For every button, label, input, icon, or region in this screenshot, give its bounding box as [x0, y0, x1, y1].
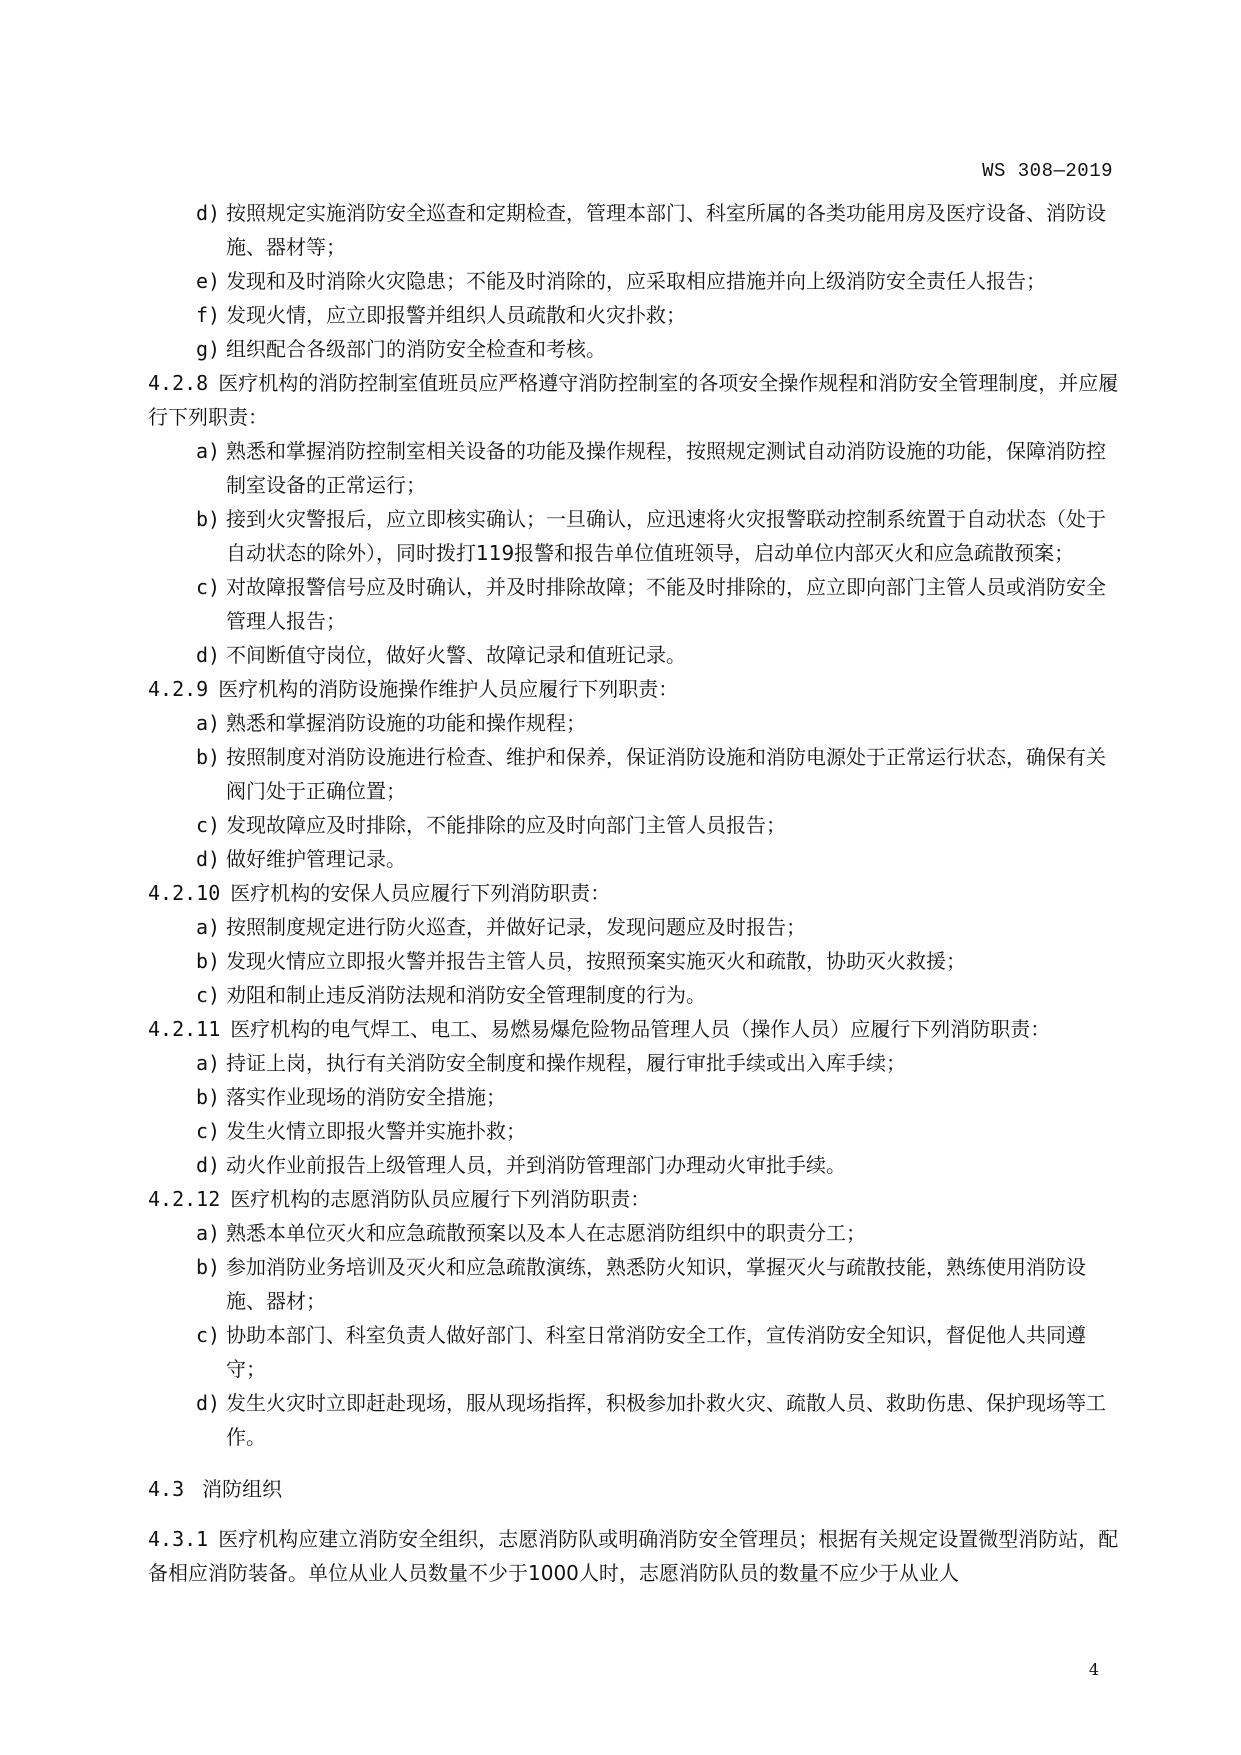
list-item-text: 发生火情立即报火警并实施扑救；: [226, 1119, 526, 1143]
list-item-text: 持证上岗，执行有关消防安全制度和操作规程，履行审批手续或出入库手续；: [226, 1051, 906, 1075]
list-item: [148, 808, 1123, 842]
list-item-text: 不间断值守岗位，做好火警、故障记录和值班记录。: [226, 643, 686, 667]
list-item: [148, 1046, 1123, 1080]
list-item-label: a): [196, 711, 221, 735]
list-item-label: b): [196, 949, 221, 973]
list-item: [148, 264, 1123, 298]
list-item-label: b): [196, 745, 221, 769]
list-item: [148, 1148, 1123, 1182]
list-item: [148, 706, 1123, 740]
clause-number: 4.2.12: [148, 1187, 221, 1211]
list-item: [148, 1250, 1123, 1318]
list-item-text: 落实作业现场的消防安全措施；: [226, 1085, 506, 1109]
list-item-label: b): [196, 1255, 221, 1279]
clause-number: 4.2.9: [148, 677, 209, 701]
clause-number: 4.3.1: [148, 1527, 209, 1551]
clause: [148, 672, 1123, 706]
clause-text: 医疗机构的消防设施操作维护人员应履行下列职责：: [218, 677, 679, 701]
list-item: [148, 1216, 1123, 1250]
list-item-text: 发生火灾时立即赶赴现场，服从现场指挥，积极参加扑救火灾、疏散人员、救助伤患、保护现场等工作。: [226, 1391, 1106, 1449]
list-item-text: 劝阻和制止违反消防法规和消防安全管理制度的行为。: [226, 983, 706, 1007]
list-item-label: g): [196, 337, 221, 361]
list-item-label: d): [196, 643, 221, 667]
list-item-label: b): [196, 1085, 221, 1109]
list-item-label: d): [196, 1153, 221, 1177]
clause-text: 医疗机构应建立消防安全组织，志愿消防队或明确消防安全管理员；根据有关规定设置微型消防站，配备相应消防装备。单位从业人员数量不少于1000人时，志愿消防队员的数量不应少于从业人: [148, 1527, 1119, 1585]
list-item: [148, 1114, 1123, 1148]
section-heading: [148, 1472, 1123, 1506]
list-item-text: 发现故障应及时排除，不能排除的应及时向部门主管人员报告；: [226, 813, 786, 837]
list-item-label: c): [196, 983, 221, 1007]
page-number: 4: [1088, 1660, 1099, 1679]
clause-text: 医疗机构的志愿消防队员应履行下列消防职责：: [230, 1187, 651, 1211]
list-item-label: c): [196, 1119, 221, 1143]
list-item-label: f): [196, 303, 221, 327]
list-item-text: 协助本部门、科室负责人做好部门、科室日常消防安全工作，宣传消防安全知识，督促他人共同遵守；: [226, 1323, 1086, 1381]
list-item-text: 组织配合各级部门的消防安全检查和考核。: [226, 337, 606, 361]
list-item-text: 做好维护管理记录。: [226, 847, 406, 871]
list-item: [148, 1386, 1123, 1454]
list-item-text: 发现和及时消除火灾隐患；不能及时消除的，应采取相应措施并向上级消防安全责任人报告；: [226, 269, 1046, 293]
list-item-text: 对故障报警信号应及时确认，并及时排除故障；不能及时排除的，应立即向部门主管人员或消防安全管理人报告；: [226, 575, 1106, 633]
list-item: [148, 740, 1123, 808]
list-item-label: c): [196, 813, 221, 837]
clause: [148, 1012, 1123, 1046]
list-item-label: a): [196, 439, 221, 463]
list-item: [148, 638, 1123, 672]
list-item: [148, 502, 1123, 570]
list-item: [148, 434, 1123, 502]
list-item-text: 熟悉和掌握消防设施的功能和操作规程；: [226, 711, 586, 735]
list-item-text: 发现火情应立即报火警并报告主管人员，按照预案实施灭火和疏散，协助灭火救援；: [226, 949, 966, 973]
list-item-text: 熟悉和掌握消防控制室相关设备的功能及操作规程，按照规定测试自动消防设施的功能，保障消防控制室设备的正常运行；: [226, 439, 1106, 497]
document-body: [148, 196, 1123, 1590]
list-item: [148, 944, 1123, 978]
list-item: [148, 842, 1123, 876]
clause-number: 4.2.10: [148, 881, 221, 905]
list-item: [148, 978, 1123, 1012]
clause: [148, 876, 1123, 910]
list-item-text: 接到火灾警报后，应立即核实确认；一旦确认，应迅速将火灾报警联动控制系统置于自动状态（处于自动状态的除外），同时拨打119报警和报告单位值班领导，启动单位内部灭火和应急疏散预案；: [226, 507, 1106, 565]
list-item: [148, 332, 1123, 366]
clause-text: 医疗机构的安保人员应履行下列消防职责：: [230, 881, 611, 905]
list-item-label: c): [196, 1323, 221, 1347]
list-item-label: e): [196, 269, 221, 293]
list-item-label: a): [196, 1221, 221, 1245]
list-item-label: c): [196, 575, 221, 599]
clause: [148, 1522, 1123, 1590]
clause-text: 医疗机构的电气焊工、电工、易燃易爆危险物品管理人员（操作人员）应履行下列消防职责：: [230, 1017, 1051, 1041]
clause-number: 4.2.11: [148, 1017, 221, 1041]
clause: [148, 1182, 1123, 1216]
list-item-label: a): [196, 1051, 221, 1075]
list-item-label: d): [196, 201, 221, 225]
standard-code: WS 308—2019: [982, 160, 1113, 182]
list-item: [148, 196, 1123, 264]
clause-text: 医疗机构的消防控制室值班员应严格遵守消防控制室的各项安全操作规程和消防安全管理制度，并应履行下列职责：: [148, 371, 1119, 429]
section-number: 4.3: [148, 1477, 185, 1501]
list-item-text: 动火作业前报告上级管理人员，并到消防管理部门办理动火审批手续。: [226, 1153, 846, 1177]
list-item-text: 按照制度规定进行防火巡查，并做好记录，发现问题应及时报告；: [226, 915, 806, 939]
clause-number: 4.2.8: [148, 371, 209, 395]
list-item: [148, 298, 1123, 332]
list-item-label: a): [196, 915, 221, 939]
list-item: [148, 570, 1123, 638]
list-item: [148, 1318, 1123, 1386]
list-item-label: d): [196, 847, 221, 871]
list-item-text: 熟悉本单位灭火和应急疏散预案以及本人在志愿消防组织中的职责分工；: [226, 1221, 866, 1245]
clause: [148, 366, 1123, 434]
list-item: [148, 1080, 1123, 1114]
list-item-label: d): [196, 1391, 221, 1415]
list-item-text: 按照规定实施消防安全巡查和定期检查，管理本部门、科室所属的各类功能用房及医疗设备、消防设施、器材等；: [226, 201, 1106, 259]
list-item-text: 按照制度对消防设施进行检查、维护和保养，保证消防设施和消防电源处于正常运行状态，确保有关阀门处于正确位置；: [226, 745, 1106, 803]
list-item-text: 参加消防业务培训及灭火和应急疏散演练，熟悉防火知识，掌握灭火与疏散技能，熟练使用消防设施、器材；: [226, 1255, 1086, 1313]
list-item: [148, 910, 1123, 944]
list-item-label: b): [196, 507, 221, 531]
list-item-text: 发现火情，应立即报警并组织人员疏散和火灾扑救；: [226, 303, 686, 327]
section-title: 消防组织: [202, 1477, 283, 1501]
